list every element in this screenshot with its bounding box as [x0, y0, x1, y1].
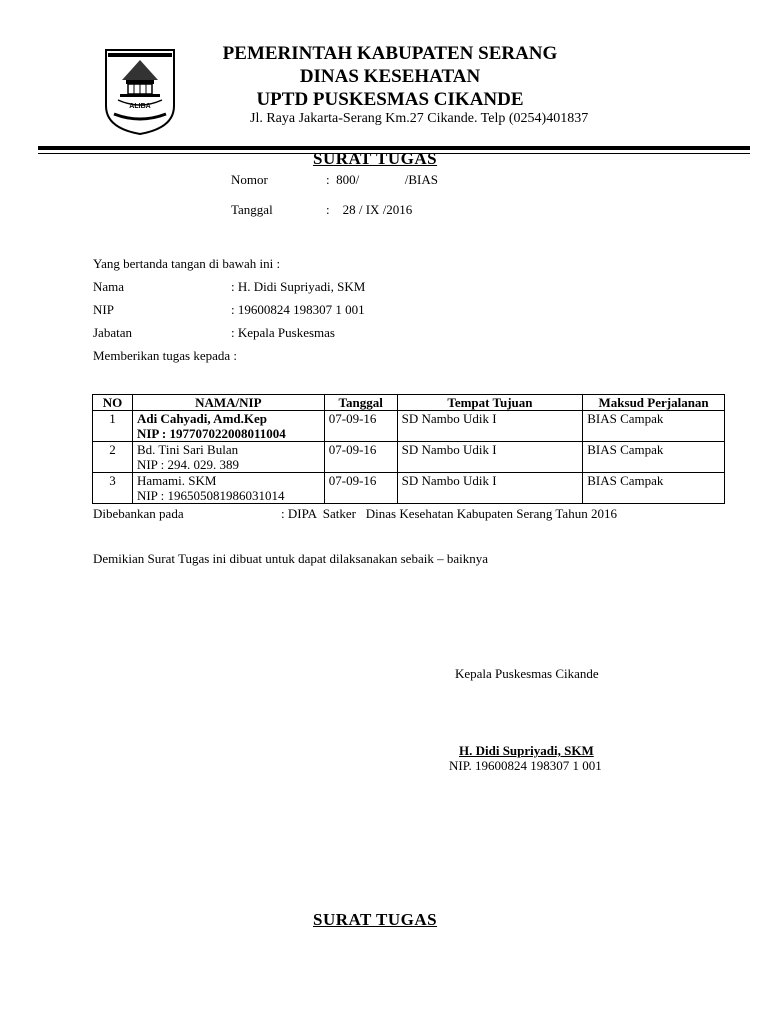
header-maksud: Maksud Perjalanan	[583, 395, 725, 411]
row-name: Adi Cahyadi, Amd.Kep	[136, 411, 267, 426]
row-no: 3	[93, 473, 133, 504]
funding-value: : DIPA Satker Dinas Kesehatan Kabupaten Serang Tahun 2016	[281, 506, 617, 521]
assign-text: Memberikan tugas kepada :	[93, 348, 238, 363]
document-title: SURAT TUGAS	[313, 149, 438, 168]
jabatan-label: Jabatan	[93, 325, 132, 340]
nama-value: : H. Didi Supriyadi, SKM	[231, 279, 366, 294]
nip-value: : 19600824 198307 1 001	[231, 302, 365, 317]
nama-label: Nama	[93, 279, 125, 294]
assignment-table	[92, 394, 725, 504]
row-purpose: BIAS Campak	[583, 442, 725, 473]
row-name: Bd. Tini Sari Bulan	[136, 442, 239, 457]
unit-name: UPTD PUSKESMAS CIKANDE	[256, 89, 524, 110]
tanggal-value: : 28 / IX /2016	[326, 202, 413, 217]
row-no: 2	[93, 442, 133, 473]
intro-text: Yang bertanda tangan di bawah ini :	[93, 256, 281, 271]
row-name-nip	[132, 473, 324, 504]
row-date: 07-09-16	[324, 411, 397, 442]
row-name-nip	[132, 442, 324, 473]
nip-label: NIP	[93, 302, 114, 317]
gov-name: PEMERINTAH KABUPATEN SERANG	[222, 43, 558, 64]
kabupaten-logo	[104, 44, 176, 136]
row-nip: NIP : 294. 029. 389	[136, 457, 240, 472]
row-nip: NIP : 196505081986031014	[136, 488, 285, 503]
next-page-title: SURAT TUGAS	[313, 910, 438, 929]
header-tempat-tujuan: Tempat Tujuan	[397, 395, 583, 411]
table-row	[93, 473, 725, 504]
row-date: 07-09-16	[324, 473, 397, 504]
address: Jl. Raya Jakarta-Serang Km.27 Cikande. Telp (0254)401837	[250, 111, 589, 126]
jabatan-value: : Kepala Puskesmas	[231, 325, 335, 340]
row-name-nip	[132, 411, 324, 442]
funding-label: Dibebankan pada	[93, 506, 184, 521]
tanggal-label: Tanggal	[231, 202, 273, 217]
nomor-value: : 800/ /BIAS	[326, 172, 438, 187]
row-purpose: BIAS Campak	[583, 473, 725, 504]
svg-text:ALIBA: ALIBA	[129, 103, 151, 110]
header-no: NO	[93, 395, 133, 411]
row-nip: NIP : 197707022008011004	[136, 426, 286, 441]
signature-name: H. Didi Supriyadi, SKM	[459, 743, 594, 758]
row-purpose: BIAS Campak	[583, 411, 725, 442]
closing-text: Demikian Surat Tugas ini dibuat untuk dapat dilaksanakan sebaik – baiknya	[93, 551, 488, 566]
row-date: 07-09-16	[324, 442, 397, 473]
row-place: SD Nambo Udik I	[397, 473, 583, 504]
table-row	[93, 411, 725, 442]
signature-nip: NIP. 19600824 198307 1 001	[449, 758, 602, 773]
row-place: SD Nambo Udik I	[397, 442, 583, 473]
header-nama-nip: NAMA/NIP	[132, 395, 324, 411]
row-no: 1	[93, 411, 133, 442]
row-name: Hamami. SKM	[136, 473, 217, 488]
row-place: SD Nambo Udik I	[397, 411, 583, 442]
table-row	[93, 442, 725, 473]
agency-name: DINAS KESEHATAN	[299, 66, 481, 87]
table-header-row	[93, 395, 725, 411]
nomor-label: Nomor	[231, 172, 268, 187]
header-tanggal: Tanggal	[324, 395, 397, 411]
signature-role: Kepala Puskesmas Cikande	[455, 666, 599, 681]
